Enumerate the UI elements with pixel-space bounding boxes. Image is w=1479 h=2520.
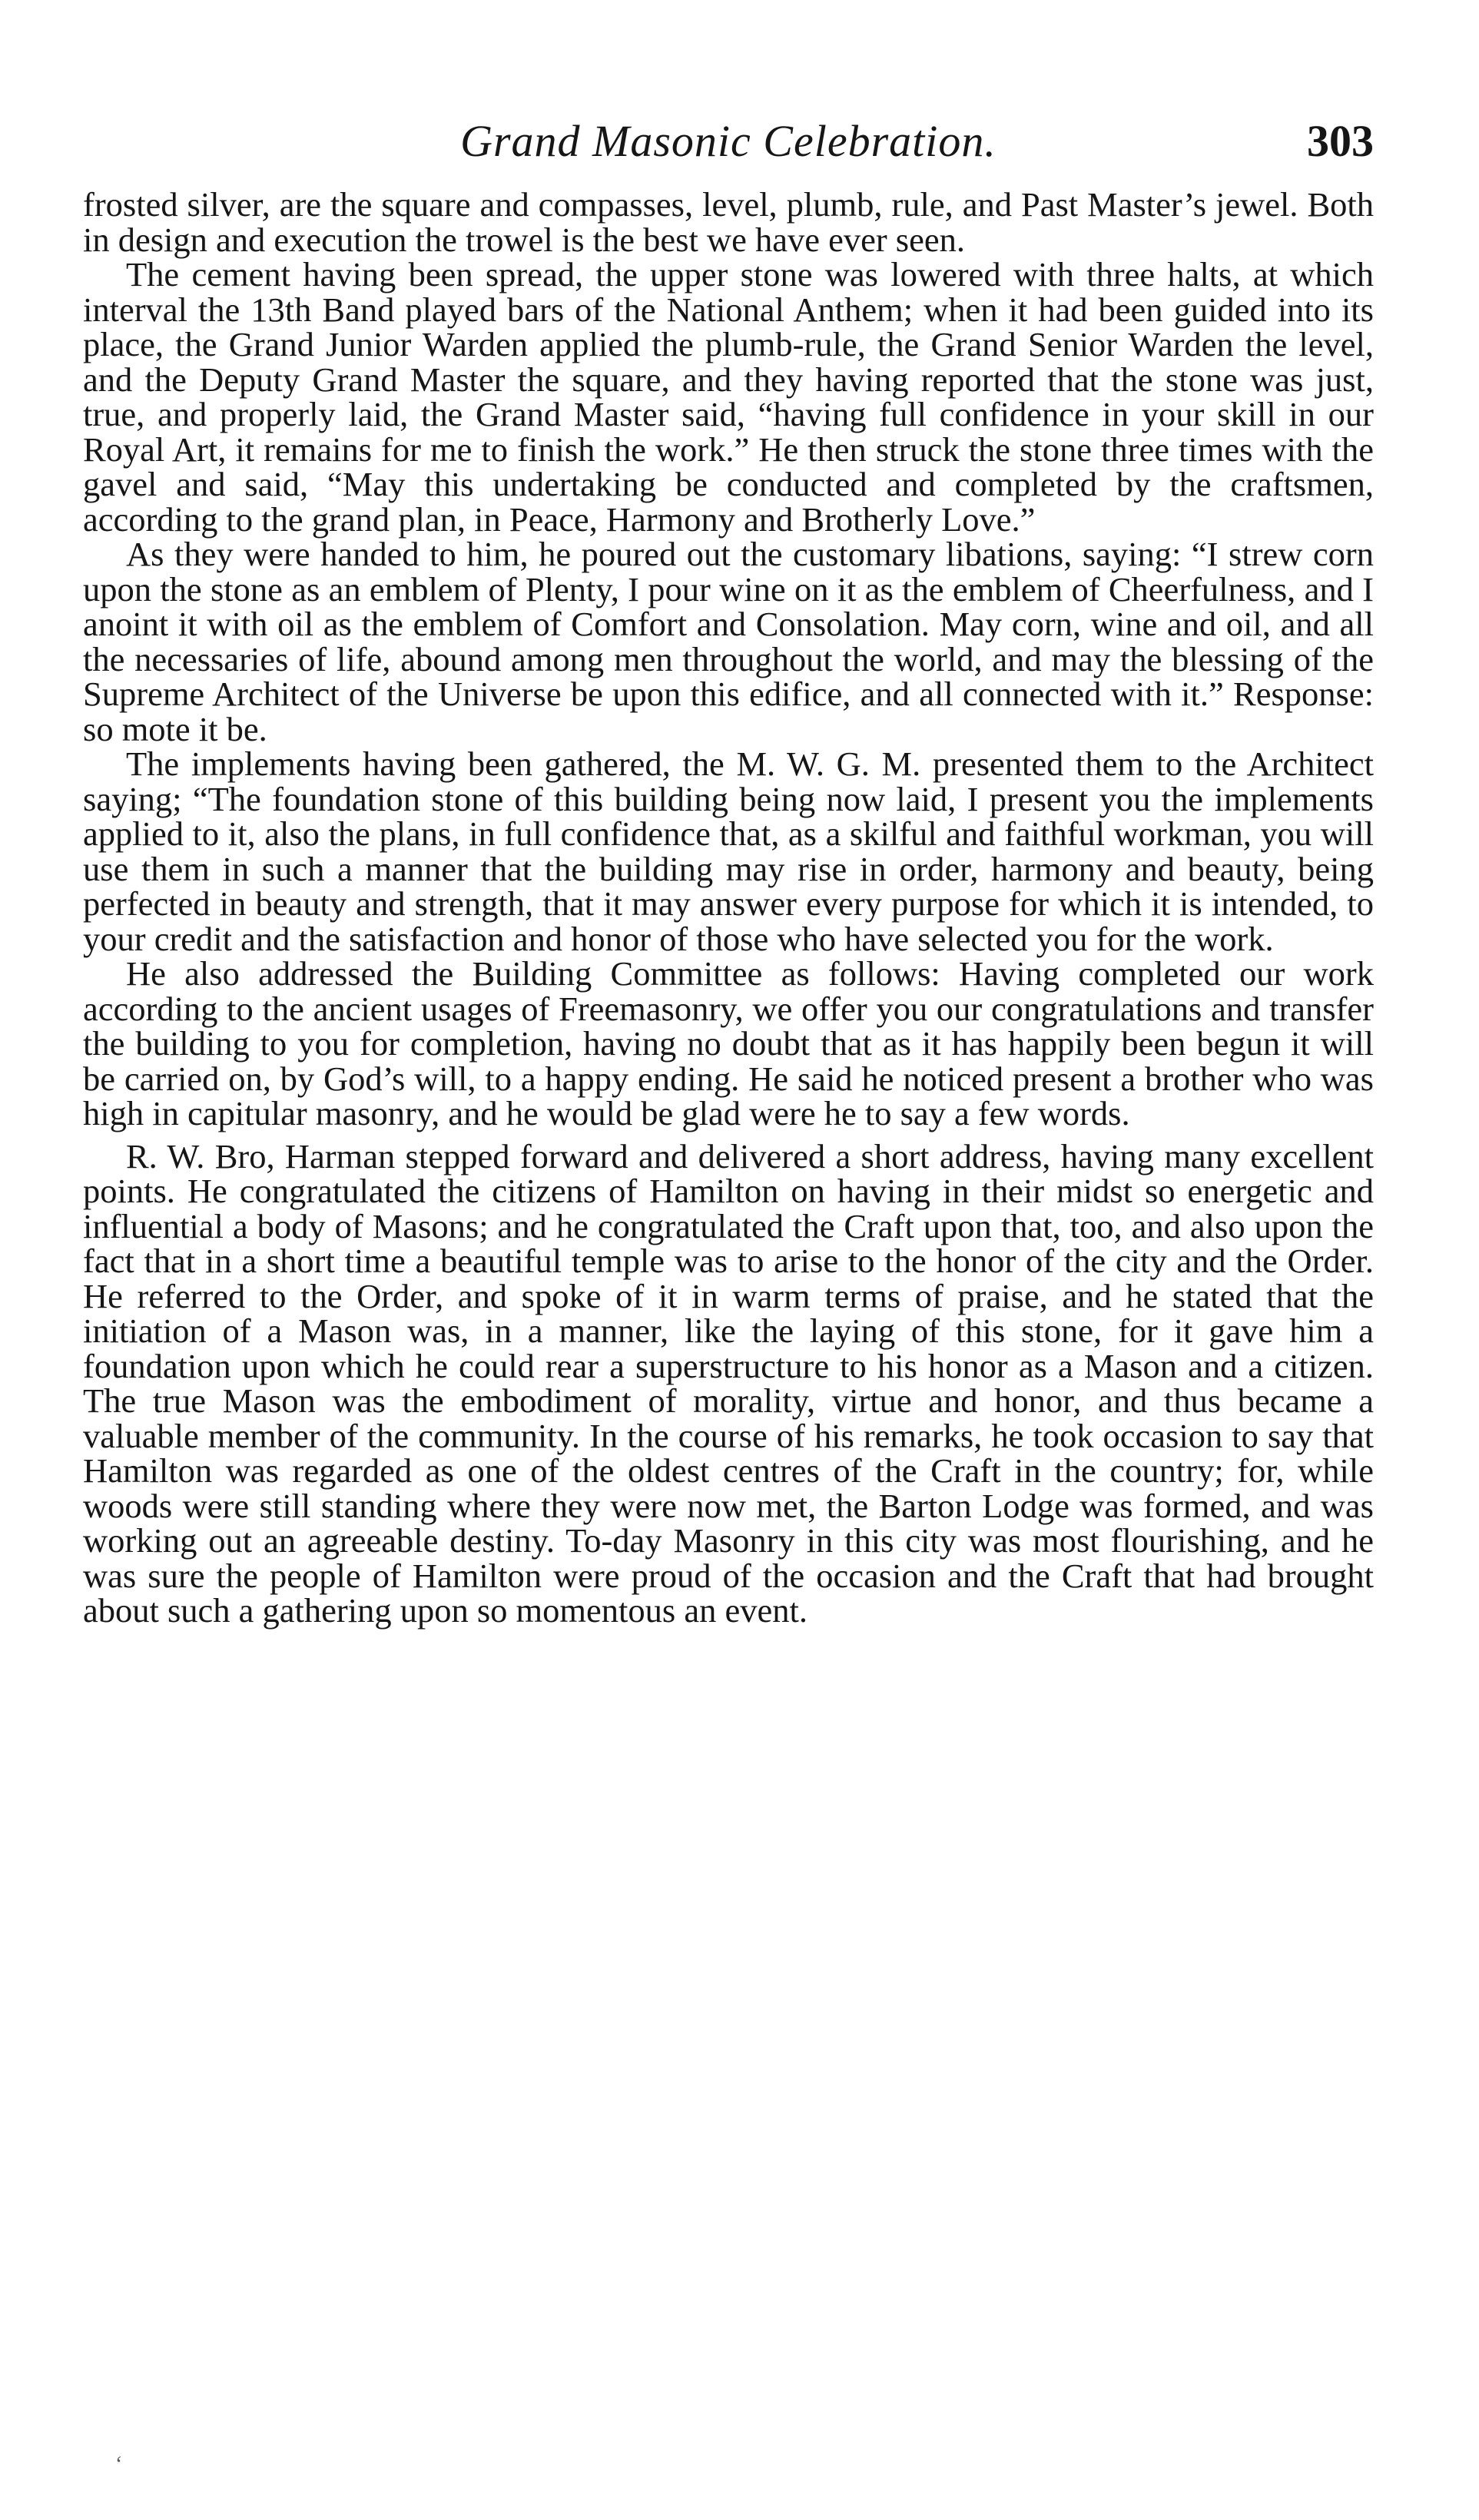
body-text: [83, 187, 1374, 1629]
paragraph-harman-address: R. W. Bro, Harman stepped forward and delivered a short address, having many excellent points. He congratulated the citizens of Hamilton on having in their midst so energetic and influential a body of Masons; and he congratulated the Craft upon that, too, and also upon the fact that in a short time a beautiful temple was to arise to the honor of the city and the Order. He referred to the Order, and spoke of it in warm terms of praise, and he stated that the initiation of a Mason was, in a manner, like the laying of this stone, for it gave him a foundation upon which he could rear a superstructure to his honor as a Mason and a citizen. The true Mason was the embodiment of morality, virtue and honor, and thus became a valuable member of the community. In the course of his remarks, he took occasion to say that Hamilton was regarded as one of the oldest centres of the Craft in the country; for, while woods were still standing where they were now met, the Barton Lodge was formed, and was working out an agreeable destiny. To-day Masonry in this city was most flourishing, and he was sure the people of Hamilton were proud of the occasion and the Craft that had brought about such a gathering upon so momentous an event.: [83, 1136, 1374, 1630]
paragraph-implements-presented: The implements having been gathered, the M. W. G. M. presented them to the Architect saying; “The foundation stone of this building being now laid, I present you the implements applied to it, also the plans, in full confidence that, as a skilful and faithful workman, you will use them in such a manner that the building may rise in order, harmony and beauty, being perfected in beauty and strength, that it may answer every purpose for which it is intended, to your credit and the satisfaction and honor of those who have selected you for the work.: [83, 744, 1374, 958]
paragraph-stone-laying: The cement having been spread, the upper stone was lowered with three halts, at which interval the 13th Band played bars of the National Anthem; when it had been guided into its place, the Grand Junior Warden applied the plumb-rule, the Grand Senior Warden the level, and the Deputy Grand Master the square, and they having reported that the stone was just, true, and properly laid, the Grand Master said, “having full confidence in your skill in our Royal Art, it remains for me to finish the work.” He then struck the stone three times with the gavel and said, “May this undertaking be conducted and completed by the craftsmen, according to the grand plan, in Peace, Harmony and Brotherly Love.”: [83, 255, 1374, 539]
paragraph-trowel-description: frosted silver, are the square and compasses, level, plumb, rule, and Past Master’s jewel. Both in design and execution the trowel is the best we have ever seen.: [83, 185, 1374, 259]
stray-print-mark: ‘: [115, 2452, 123, 2476]
running-title: Grand Masonic Celebration.: [460, 116, 997, 166]
running-header: [83, 115, 1374, 184]
book-page: [83, 115, 1374, 1629]
paragraph-building-committee: He also addressed the Building Committee as follows: Having completed our work according to the ancient usages of Freemasonry, we offer you our congratulations and transfer the building to you for completion, having no doubt that as it has happily been begun it will be carried on, by God’s will, to a happy ending. He said he noticed present a brother who was high in capitular masonry, and he would be glad were he to say a few words.: [83, 954, 1374, 1132]
paragraph-libations: As they were handed to him, he poured out the customary libations, saying: “I strew corn upon the stone as an emblem of Plenty, I pour wine on it as the emblem of Cheerfulness, and I anoint it with oil as the emblem of Comfort and Consolation. May corn, wine and oil, and all the necessaries of life, abound among men throughout the world, and may the blessing of the Supreme Architect of the Universe be upon this edifice, and all connected with it.” Response: so mote it be.: [83, 535, 1374, 748]
page-number: 303: [1307, 116, 1374, 166]
